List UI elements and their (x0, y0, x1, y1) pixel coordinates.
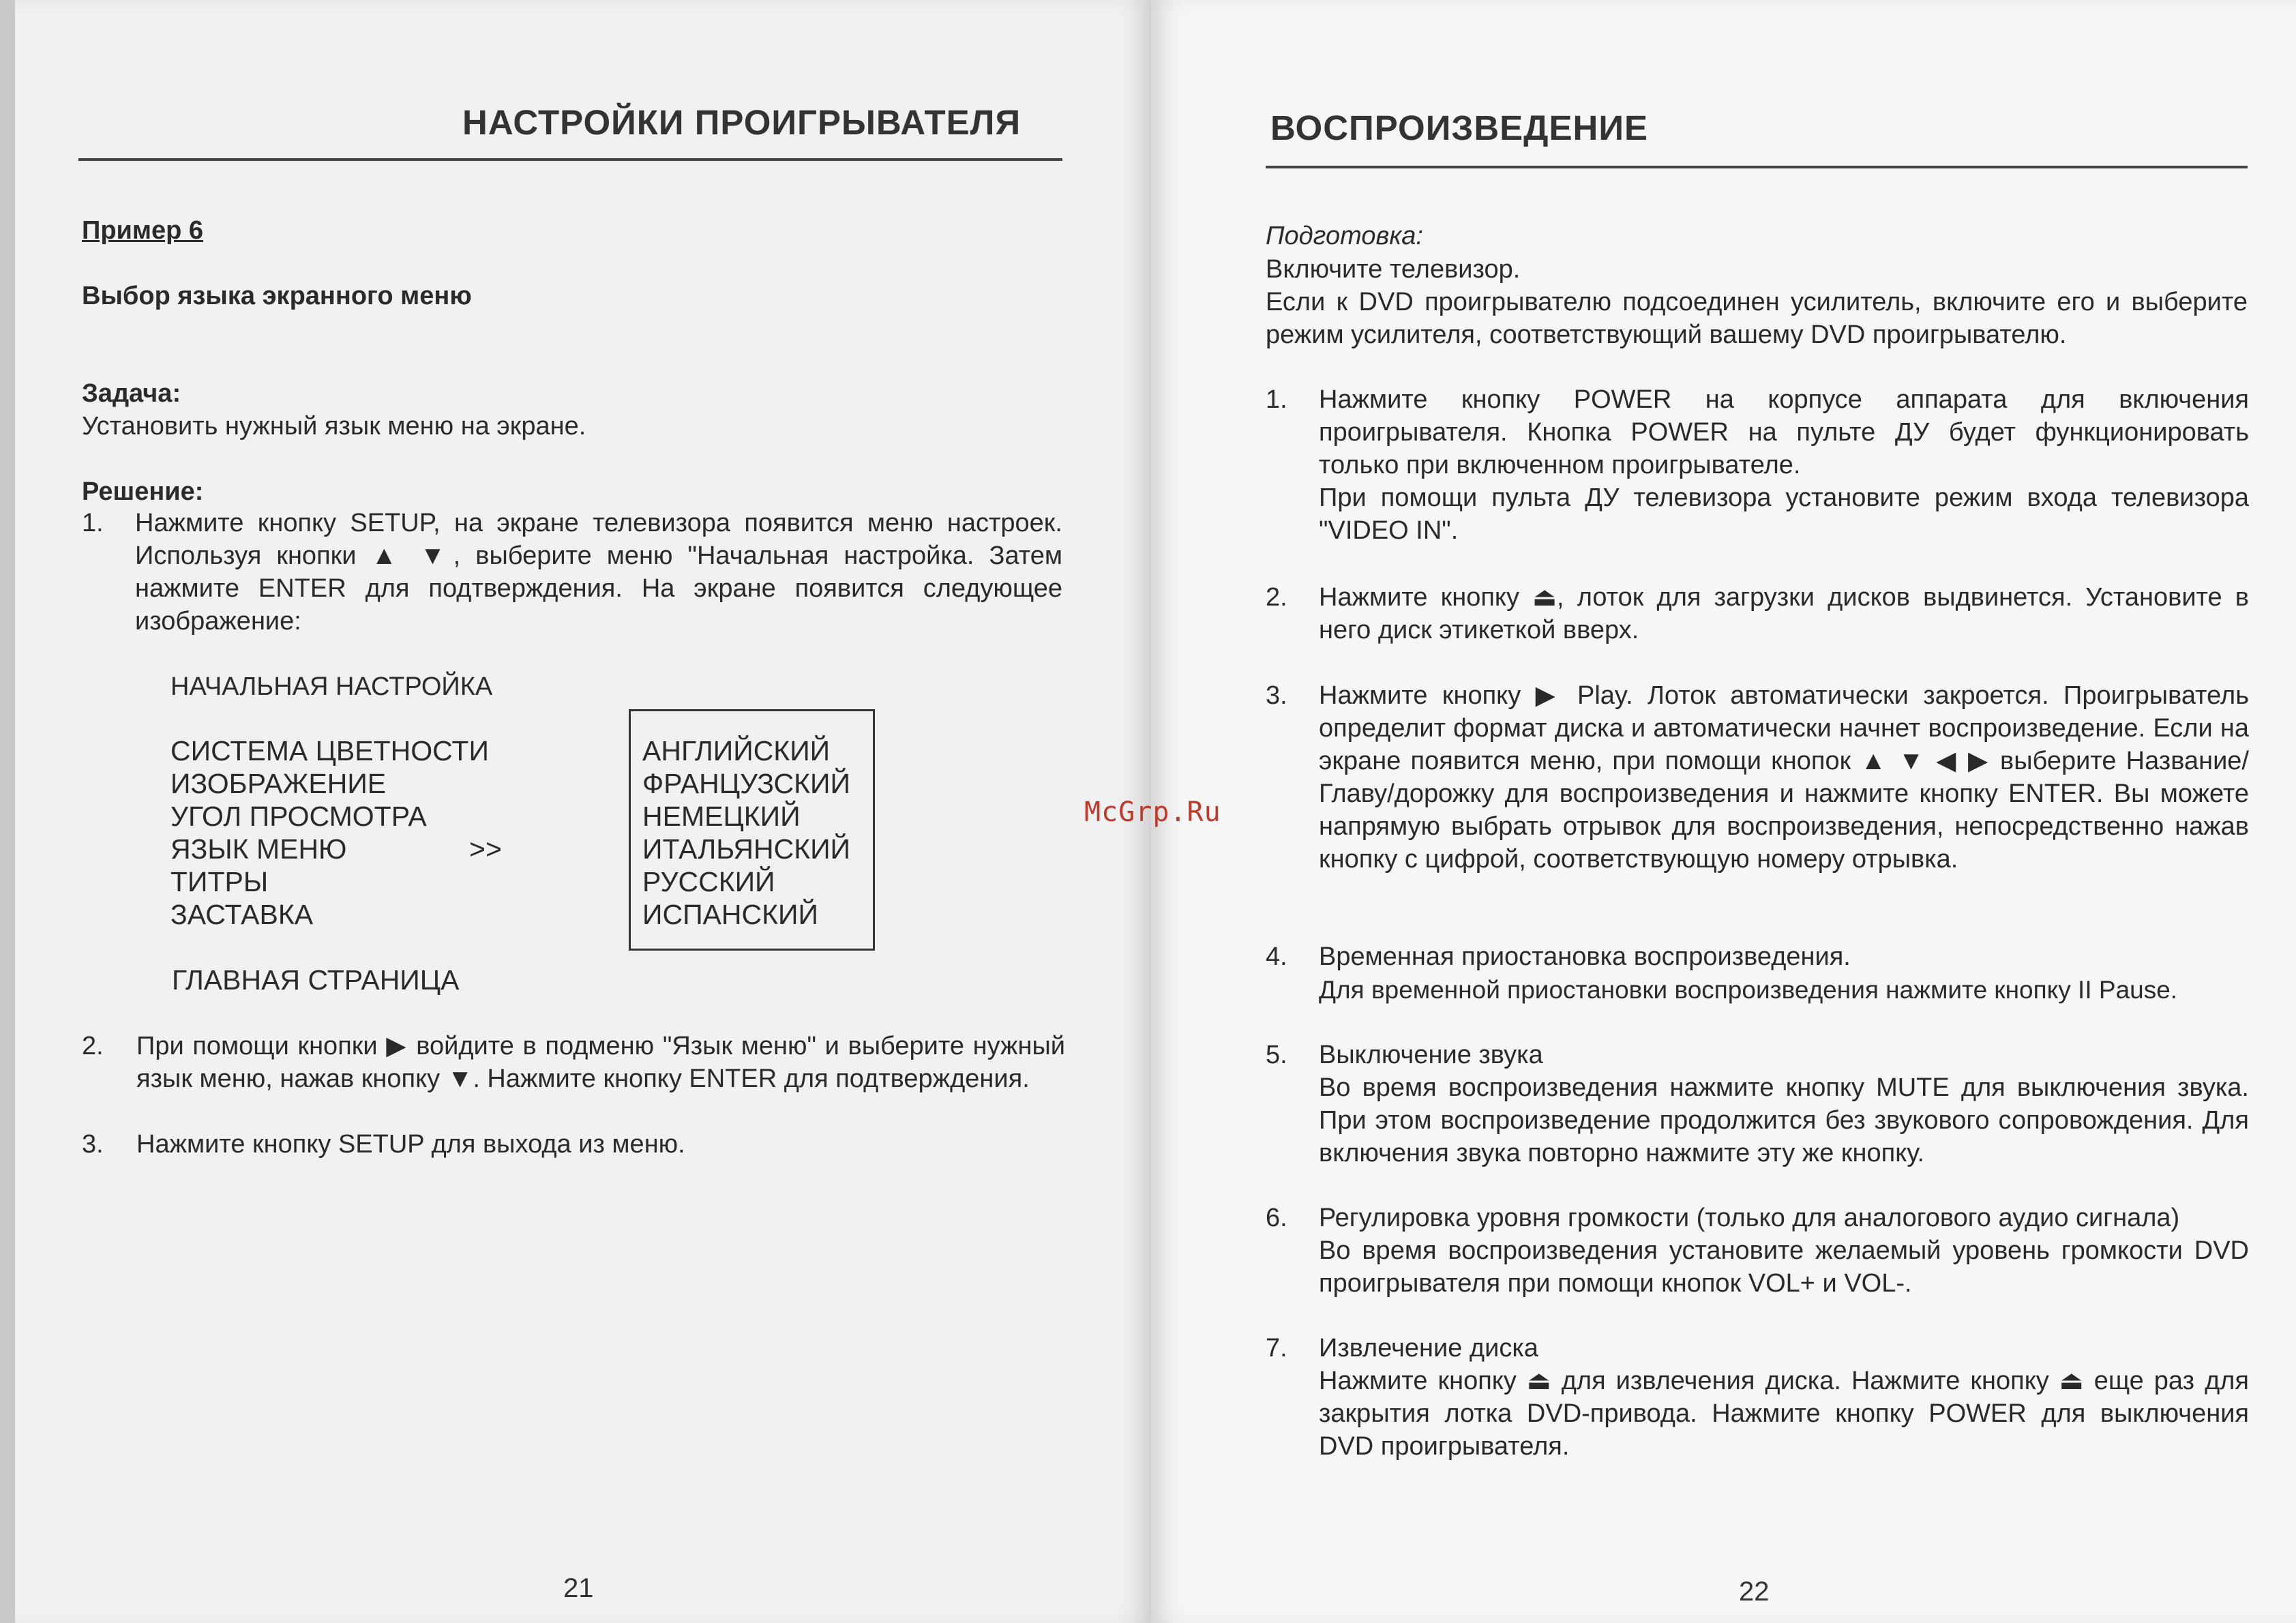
section-subtitle: Выбор языка экранного меню (82, 282, 472, 310)
step-text: Нажмите кнопку ▶ Play. Лоток автоматически закроется. Проигрыватель определит формат диска и автоматически начнет воспроизведение. Если на экране появится меню, при помощи кнопок ▲ ▼ ◀ ▶ выберите Название/Главу/дорожку для воспроизведения и нажмите кнопку ENTER. Вы можете напрямую выбрать отрывок для воспроизведения, непосредственно нажав кнопку с цифрой, соответствующую номеру отрывка. (1319, 681, 2249, 874)
step-title: Выключение звука (1319, 1041, 1543, 1069)
submenu-arrow: >> (469, 833, 502, 865)
language-option: РУССКИЙ (642, 866, 775, 897)
step-text: При помощи пульта ДУ телевизора установите режим входа телевизора "VIDEO IN". (1319, 483, 2249, 545)
step-text: Во время воспроизведения нажмите кнопку MUTE для выключения звука. При этом воспроизведение продолжится без звукового сопровождения. Для включения звука повторно нажмите эту же кнопку. (1319, 1073, 2249, 1167)
language-option: ИТАЛЬЯНСКИЙ (642, 833, 851, 865)
step-number: 3. (82, 1130, 104, 1159)
step-title: Извлечение диска (1319, 1334, 1538, 1363)
page-number: 21 (563, 1573, 594, 1603)
step-text: Нажмите кнопку SETUP, на экране телевизора появится меню настроек. Используя кнопки ▲ ▼, выберите меню "Начальная настройка. Затем нажмите ENTER для подтверждения. На экране появится следующее изображение: (135, 509, 1062, 636)
left-page-header: НАСТРОЙКИ ПРОИГРЫВАТЕЛЯ (462, 103, 1022, 142)
menu-items-list (170, 734, 489, 931)
page-edge-shadow (0, 0, 15, 1623)
menu-title: НАЧАЛЬНАЯ НАСТРОЙКА (170, 672, 493, 701)
step-text: Нажмите кнопку ⏏ для извлечения диска. Нажмите кнопку ⏏ еще раз для закрытия лотка DVD-привода. Нажмите кнопку POWER для выключения DVD проигрывателя. (1319, 1367, 2249, 1461)
step-number: 6. (1266, 1204, 1287, 1232)
solution-label: Решение: (82, 477, 204, 506)
step-title: Временная приостановка воспроизведения. (1319, 942, 1851, 971)
language-option: АНГЛИЙСКИЙ (642, 735, 831, 766)
task-text: Установить нужный язык меню на экране. (82, 412, 586, 441)
language-list (642, 734, 850, 931)
menu-item: ИЗОБРАЖЕНИЕ (170, 768, 387, 799)
step-number: 1. (1266, 385, 1287, 414)
right-page-header: ВОСПРОИЗВЕДЕНИЕ (1270, 108, 1649, 147)
menu-item: ЗАСТАВКА (170, 899, 314, 930)
step-number: 4. (1266, 942, 1287, 971)
step-number: 3. (1266, 681, 1287, 710)
page-number: 22 (1739, 1577, 1770, 1607)
right-page (1151, 0, 2296, 1623)
step-text: Для временной приостановки воспроизведения нажмите кнопку II Pause. (1319, 976, 2178, 1004)
prep-label: Подготовка: (1266, 222, 1423, 250)
step-number: 5. (1266, 1041, 1287, 1069)
example-label: Пример 6 (82, 216, 204, 245)
language-option: ФРАНЦУЗСКИЙ (642, 768, 850, 799)
step-text: Нажмите кнопку ⏏, лоток для загрузки дисков выдвинется. Установите в него диск этикеткой вверх. (1319, 583, 2249, 644)
step-number: 2. (1266, 583, 1287, 612)
prep-line: Если к DVD проигрывателю подсоединен усилитель, включите его и выберите режим усилителя, соответствующий вашему DVD проигрывателю. (1266, 288, 2248, 349)
right-header-rule (1266, 166, 2248, 168)
step-number: 2. (82, 1032, 104, 1060)
step-text: Нажмите кнопку SETUP для выхода из меню. (136, 1130, 685, 1159)
language-option: ИСПАНСКИЙ (642, 899, 818, 930)
task-label: Задача: (82, 379, 181, 408)
step-number: 1. (82, 509, 104, 537)
step-title: Регулировка уровня громкости (только для аналогового аудио сигнала) (1319, 1204, 2180, 1232)
step-number: 7. (1266, 1334, 1287, 1363)
prep-line: Включите телевизор. (1266, 255, 1521, 284)
left-header-rule (78, 158, 1062, 161)
language-option: НЕМЕЦКИЙ (642, 801, 801, 832)
step-text: Во время воспроизведения установите желаемый уровень громкости DVD проигрывателя при помощи кнопок VOL+ и VOL-. (1319, 1236, 2249, 1298)
menu-item: ЯЗЫК МЕНЮ (170, 833, 347, 865)
step-text: Нажмите кнопку POWER на корпусе аппарата для включения проигрывателя. Кнопка POWER на пульте ДУ будет функционировать только при включенном проигрывателе. (1319, 385, 2249, 479)
watermark: McGrp.Ru (1084, 796, 1221, 828)
menu-item: СИСТЕМА ЦВЕТНОСТИ (170, 735, 489, 766)
menu-home: ГЛАВНАЯ СТРАНИЦА (172, 964, 460, 996)
menu-item: УГОЛ ПРОСМОТРА (170, 801, 427, 832)
step-text: При помощи кнопки ▶ войдите в подменю "Язык меню" и выберите нужный язык меню, нажав кнопку ▼. Нажмите кнопку ENTER для подтверждения. (136, 1032, 1065, 1093)
menu-item: ТИТРЫ (170, 866, 269, 897)
